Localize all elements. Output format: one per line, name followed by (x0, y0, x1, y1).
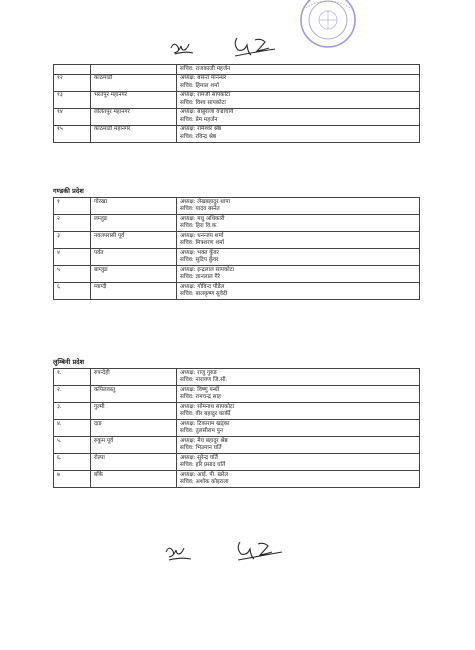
officers-cell: अध्यक्ष: इन्द्रलाल सापकोटा सचिव: ज्ञानलाल गैरे (177, 266, 420, 283)
officers-cell: अध्यक्ष: टिकाराम खड्का सचिव: तुलसीराम पुन (177, 420, 420, 437)
row-number: २ (54, 215, 91, 232)
table-row (54, 420, 420, 437)
org-name: बाग्लुङ (91, 266, 177, 283)
table-row (54, 232, 420, 249)
row-number: ४ (54, 249, 91, 266)
officers-cell: अध्यक्ष: मेघ बहादुर श्रेष्ठ सचिव: भिउमान घर्ति (177, 437, 420, 454)
table-row (54, 454, 420, 471)
row-number: ६ (54, 283, 91, 300)
org-name: रुपन्देही (91, 369, 177, 386)
row-number: १४ (54, 108, 91, 125)
row-number: १२ (54, 74, 91, 91)
org-name: रुकुम पूर्व (91, 437, 177, 454)
org-name: रोल्पा (91, 454, 177, 471)
signature-bottom (160, 536, 290, 568)
officers-cell: अध्यक्ष: भक्त कुँवर सचिव: सुदिप कुँवर (177, 249, 420, 266)
table-row (54, 108, 420, 125)
officers-cell: अध्यक्ष: गोविन्द पौडेल सचिव: बालकृष्ण सुवेदी (177, 283, 420, 300)
signature-top (165, 30, 285, 62)
officers-cell: अध्यक्ष: लेखबहादुर थापा सचिव: यादव बस्नेत (177, 198, 420, 215)
officers-cell: अध्यक्ष: विष्णु पन्थी सचिव: रामचन्द्र साह (177, 386, 420, 403)
table-row (54, 249, 420, 266)
table-row (54, 215, 420, 232)
table-row (54, 65, 420, 75)
officers-cell: अध्यक्ष: बसन्त मानन्धर सचिव: हिमाल शर्मा (177, 74, 420, 91)
officers-cell: अध्यक्ष: रामजी सापकोटा सचिव: विश्व सापकोटा (177, 91, 420, 108)
org-name: म्याग्दी (91, 283, 177, 300)
officers-cell: अध्यक्ष: सोमनाथ सापकोटा सचिव: वीर बहादुर कार्की (177, 403, 420, 420)
row-number: ५ (54, 266, 91, 283)
row-number: १. (54, 369, 91, 386)
table-row (54, 198, 420, 215)
officers-cell: अध्यक्ष: सुरेन्द्र घर्ति सचिव: हरि प्रसाद घर्ति (177, 454, 420, 471)
table-row (54, 437, 420, 454)
official-stamp (296, 0, 360, 50)
continuation-table (53, 64, 420, 143)
row-number: २. (54, 386, 91, 403)
table-row (54, 386, 420, 403)
org-name: पर्वत (91, 249, 177, 266)
officers-cell: अध्यक्ष: रामेश्वर श्रेष्ठ सचिव: रविन्द्र श्रेष्ठ (177, 125, 420, 142)
section-title-gandaki: गण्डकी प्रदेश (53, 187, 84, 195)
row-number: १ (54, 198, 91, 215)
org-name: लम्जुङ (91, 215, 177, 232)
org-name: भरतपुर महानगर (91, 91, 177, 108)
org-name: गुल्मी (91, 403, 177, 420)
row-number: ३. (54, 403, 91, 420)
org-name: नवलपरासी पूर्व (91, 232, 177, 249)
org-name: दाङ (91, 420, 177, 437)
lumbini-table (53, 368, 420, 488)
officers-cell: अध्यक्ष: बाबुराजा वज्राचार्य सचिव: प्रेम महर्जन (177, 108, 420, 125)
officers-cell: अध्यक्ष: राजु गुरुङ सचिव: नारायण जि.सी. (177, 369, 420, 386)
officers-cell: अध्यक्ष: आई. पी. खरेल सचिव: अशोक कोइराला (177, 471, 420, 488)
row-number: ७ (54, 471, 91, 488)
row-number: १५ (54, 125, 91, 142)
table-row (54, 91, 420, 108)
org-name: ललितपुर महानगर (91, 108, 177, 125)
row-number: ४. (54, 420, 91, 437)
table-row (54, 74, 420, 91)
table-row (54, 283, 420, 300)
org-name: काठमाडौं महानगर (91, 125, 177, 142)
org-name: कपिलवस्तु (91, 386, 177, 403)
table-row (54, 403, 420, 420)
table-row (54, 266, 420, 283)
row-number: ६. (54, 454, 91, 471)
row-number: ३ (54, 232, 91, 249)
org-name: काठमाडौं (91, 74, 177, 91)
org-name: गोरखा (91, 198, 177, 215)
row-number: ५. (54, 437, 91, 454)
secretary-cell: सचिव: राजकाजी महर्जन (177, 65, 420, 75)
org-name: बाँके (91, 471, 177, 488)
table-row (54, 125, 420, 142)
table-row (54, 369, 420, 386)
section-title-lumbini: लुम्बिनी प्रदेश (53, 358, 85, 366)
row-number: १३ (54, 91, 91, 108)
table-row (54, 471, 420, 488)
gandaki-table (53, 197, 420, 300)
officers-cell: अध्यक्ष: मधु अधिकारी सचिव: हिरा वि.क. (177, 215, 420, 232)
officers-cell: अध्यक्ष: धनन्जय शर्मा सचिव: मित्रशरण शर्मा (177, 232, 420, 249)
